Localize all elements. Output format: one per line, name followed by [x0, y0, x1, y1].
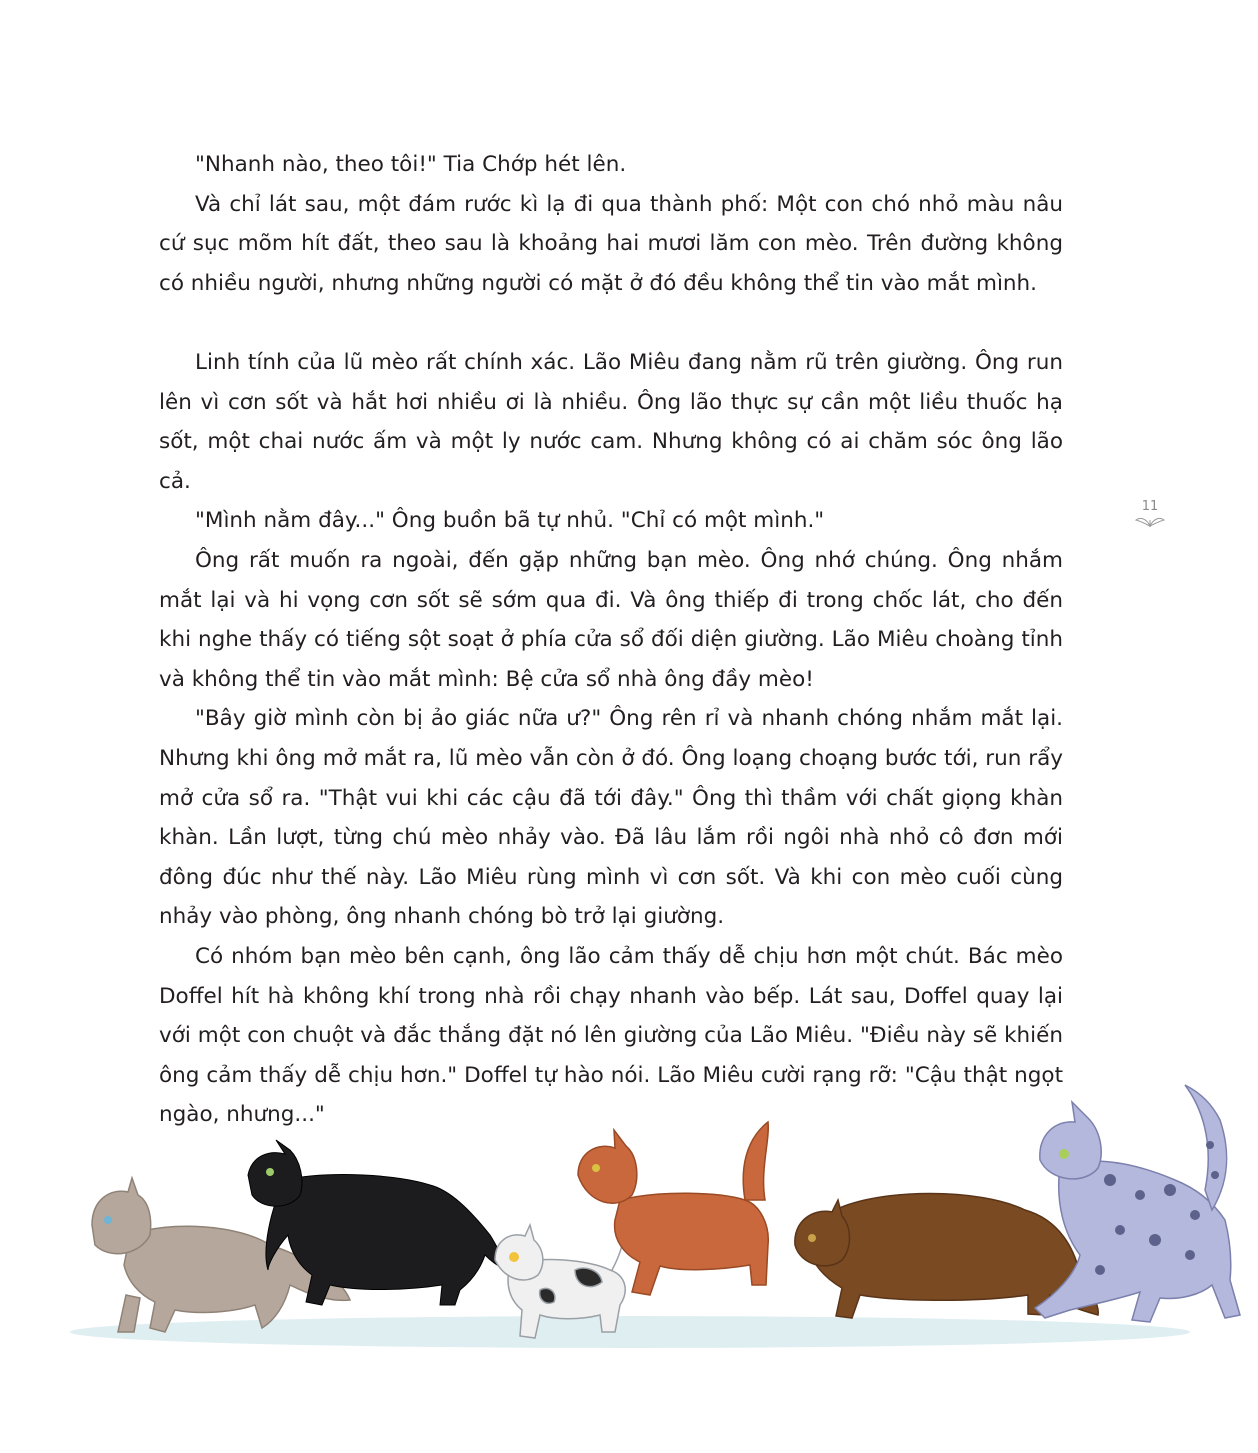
kitten-eye — [509, 1252, 519, 1262]
story-section-1 — [159, 145, 1063, 303]
paragraph: "Mình nằm đây..." Ông buồn bã tự nhủ. "Chỉ có một mình." — [195, 508, 825, 534]
black-cat-eye — [266, 1168, 274, 1176]
spotted-cat — [1035, 1085, 1240, 1322]
ground-shadow — [70, 1316, 1190, 1348]
paragraph: Linh tính của lũ mèo rất chính xác. Lão Miêu đang nằm rũ trên giường. Ông run lên vì cơn sốt và hắt hơi nhiều ơi là nhiều. Ông lão thực sự cần một liều thuốc hạ sốt, một chai nước ấm và một ly nước cam. Nhưng không có ai chăm sóc ông lão cả. — [159, 350, 1063, 494]
page-number: 11 — [1141, 499, 1159, 514]
paragraph: Và chỉ lát sau, một đám rước kì lạ đi qua thành phố: Một con chó nhỏ màu nâu cứ sục mõm hít đất, theo sau là khoảng hai mươi lăm con mèo. Trên đường không có nhiều người, nhưng những người có mặt ở đó đều không thể tin vào mắt mình. — [159, 191, 1063, 296]
paragraph: "Nhanh nào, theo tôi!" Tia Chớp hét lên. — [195, 152, 627, 177]
paragraph: "Bây giờ mình còn bị ảo giác nữa ư?" Ông rên rỉ và nhanh chóng nhắm mắt lại. Nhưng khi ông mở mắt ra, lũ mèo vẫn còn ở đó. Ông loạng choạng bước tới, run rẩy mở cửa sổ ra. "Thật vui khi các cậu đã tới đây." Ông thì thầm với chất giọng khàn khàn. Lần lượt, từng chú mèo nhảy vào. Đã lâu lắm rồi ngôi nhà nhỏ cô đơn mới đông đúc như thế này. Lão Miêu rùng mình vì cơn sốt. Và khi con mèo cuối cùng nhảy vào phòng, ông nhanh chóng bò trở lại giường. — [159, 706, 1063, 930]
leaf-ornament-icon — [1134, 514, 1166, 528]
brown-cat-eye — [808, 1234, 816, 1242]
orange-cat-eye — [592, 1164, 600, 1172]
spotted-cat-eye — [1059, 1149, 1069, 1159]
paragraph: Ông rất muốn ra ngoài, đến gặp những bạn mèo. Ông nhớ chúng. Ông nhắm mắt lại và hi vọng cơn sốt sẽ sớm qua đi. Và ông thiếp đi trong chốc lát, cho đến khi nghe thấy có tiếng sột soạt ở phía cửa sổ đối diện giường. Lão Miêu choàng tỉnh và không thể tin vào mắt mình: Bệ cửa sổ nhà ông đầy mèo! — [159, 547, 1063, 692]
grey-cat-eye — [104, 1216, 112, 1224]
cats-walking-illustration — [0, 1070, 1258, 1453]
paragraph: Có nhóm bạn mèo bên cạnh, ông lão cảm thấy dễ chịu hơn một chút. Bác mèo Doffel hít hà không khí trong nhà rồi chạy nhanh vào bếp. Lát sau, Doffel quay lại với một con chuột và đắc thắng đặt nó lên giường của Lão Miêu. "Điều này sẽ khiến ông cảm thấy dễ chịu hơn." Doffel tự hào nói. Lão Miêu cười rạng rỡ: "Cậu thật ngọt ngào, nhưng..." — [159, 943, 1063, 1128]
story-section-2 — [159, 343, 1063, 1135]
